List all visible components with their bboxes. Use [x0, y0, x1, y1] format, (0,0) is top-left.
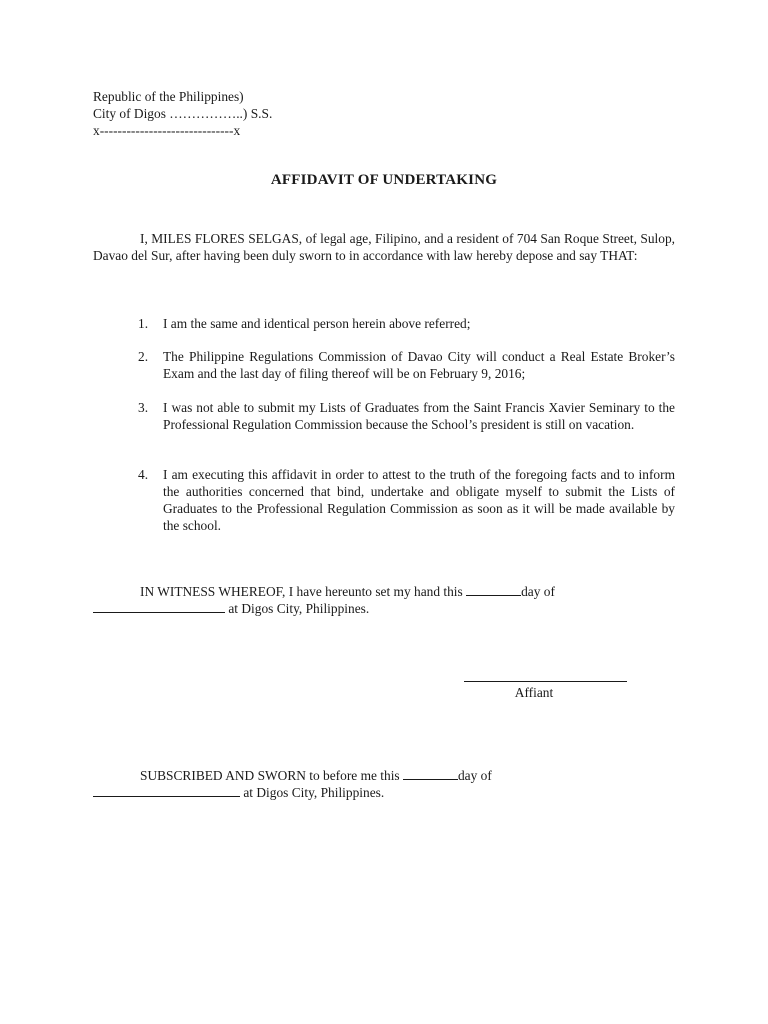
list-item: [138, 315, 675, 332]
list-item-text: I am the same and identical person herein above referred;: [163, 316, 471, 331]
witness-clause: [93, 583, 675, 617]
witness-day-of: day of: [521, 584, 555, 599]
list-item: [138, 466, 675, 534]
list-item-number: 1.: [138, 316, 149, 331]
jurat-text-start: SUBSCRIBED AND SWORN to before me this: [140, 768, 403, 783]
affiant-label: Affiant: [514, 685, 554, 700]
witness-location: at Digos City, Philippines.: [225, 601, 370, 616]
list-item-number: 4.: [138, 467, 149, 482]
witness-text-start: IN WITNESS WHEREOF, I have hereunto set my hand this: [140, 584, 467, 599]
venue-republic: Republic of the Philippines): [93, 89, 244, 104]
venue-divider: x------------------------------x: [93, 123, 241, 138]
list-item-text: I am executing this affidavit in order to attest to the truth of the foregoing facts and to inform the authorities concerned that bind, undertake and obligate myself to submit the Lists of Graduates to the Professional Regulation Commission as soon as it will be made available by the school.: [163, 467, 675, 533]
venue-city: City of Digos ……………..) S.S.: [93, 106, 273, 121]
list-item: [138, 399, 675, 433]
month-year-blank: [93, 600, 225, 613]
jurat-day-of: day of: [457, 768, 492, 783]
jurat-location: at Digos City, Philippines.: [240, 785, 385, 800]
list-item-number: 2.: [138, 349, 149, 364]
affiant-signature-line: [464, 681, 627, 682]
jurat-day-blank: [403, 767, 458, 780]
list-item-text: I was not able to submit my Lists of Graduates from the Saint Francis Xavier Seminary to the Professional Regulation Commission because the School’s president is still on vacation.: [163, 400, 675, 432]
list-item: [138, 348, 675, 382]
list-item-number: 3.: [138, 400, 149, 415]
list-item-text: The Philippine Regulations Commission of Davao City will conduct a Real Estate Broker’s Exam and the last day of filing thereof will be on February 9, 2016;: [163, 349, 675, 381]
jurat-clause: [93, 767, 675, 801]
day-blank: [466, 583, 521, 596]
jurat-month-year-blank: [93, 784, 240, 797]
document-title: AFFIDAVIT OF UNDERTAKING: [270, 172, 498, 188]
venue-block: [93, 88, 393, 139]
intro-paragraph: I, MILES FLORES SELGAS, of legal age, Filipino, and a resident of 704 San Roque Street, Sulop, Davao del Sur, after having been duly sworn to in accordance with law hereby depose and say THAT:: [93, 231, 675, 263]
